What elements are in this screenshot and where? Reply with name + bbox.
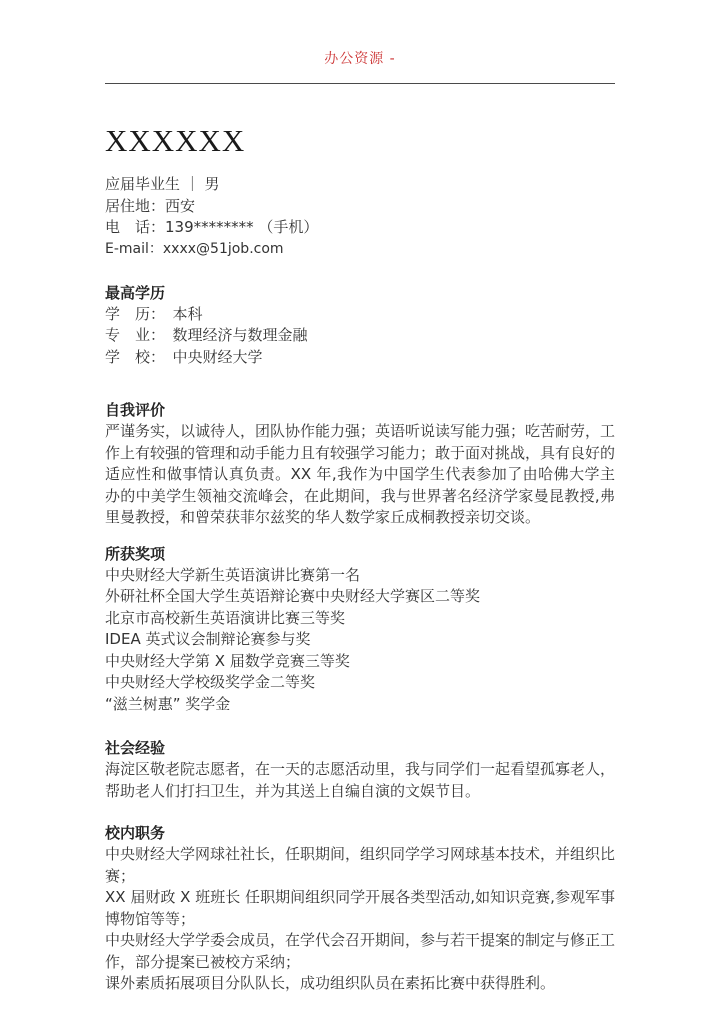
award-item: 中央财经大学新生英语演讲比赛第一名 bbox=[105, 565, 361, 584]
email-line: E-mail：xxxx@51job.com bbox=[105, 240, 284, 257]
social-experience-paragraph: 海淀区敬老院志愿者，在一天的志愿活动里，我与同学们一起看望孤寡老人，帮助老人们打扫卫生，并为其送上自编自演的文娱节目。 bbox=[105, 760, 616, 800]
education-degree-line: 学 历： 本科 bbox=[105, 304, 203, 323]
award-item: 外研社杯全国大学生英语辩论赛中央财经大学赛区二等奖 bbox=[105, 587, 481, 605]
campus-position-item: XX 届财政 X 班班长 任职期间组织同学开展各类型活动,如知识竞赛,参观军事博物馆等等； bbox=[105, 888, 615, 928]
resume-content bbox=[105, 124, 615, 995]
section-campus-positions bbox=[105, 822, 615, 995]
award-item: “滋兰树惠” 奖学金 bbox=[105, 694, 231, 713]
section-highest-education bbox=[105, 282, 615, 369]
education-school-line: 学 校： 中央财经大学 bbox=[105, 347, 263, 366]
status-gender-line: 应届毕业生 ｜ 男 bbox=[105, 175, 220, 193]
section-social-experience bbox=[105, 737, 615, 802]
candidate-name: XXXXXX bbox=[105, 123, 246, 158]
contact-block bbox=[105, 174, 615, 260]
award-item: 北京市高校新生英语演讲比赛三等奖 bbox=[105, 608, 346, 627]
self-evaluation-paragraph: 严谨务实，以诚待人，团队协作能力强；英语听说读写能力强；吃苦耐劳，工作上有较强的管理和动手能力且有较强学习能力；敢于面对挑战，具有良好的适应性和做事情认真负责。XX 年,我作为中国学生代表参加了由哈佛大学主办的中美学生领袖交流峰会，在此期间，我与世界著名经济学家曼昆教授,弗里曼教授，和曾荣获菲尔兹奖的华人数学家丘成桐教授亲切交谈。 bbox=[105, 422, 616, 526]
section-title-self-evaluation: 自我评价 bbox=[105, 401, 166, 419]
award-item: 中央财经大学第 X 届数学竞赛三等奖 bbox=[105, 651, 350, 670]
phone-line: 电 话：139******** （手机） bbox=[105, 218, 319, 236]
award-item: 中央财经大学校级奖学金二等奖 bbox=[105, 673, 316, 691]
section-self-evaluation bbox=[105, 399, 615, 529]
award-item: IDEA 英式议会制辩论赛参与奖 bbox=[105, 630, 311, 648]
residence-line: 居住地：西安 bbox=[105, 196, 196, 215]
header-divider bbox=[105, 83, 615, 84]
section-title-social-experience: 社会经验 bbox=[105, 739, 166, 757]
campus-position-item: 课外素质拓展项目分队队长，成功组织队员在素拓比赛中获得胜利。 bbox=[105, 974, 556, 992]
watermark-text: 办公资源 - bbox=[324, 51, 396, 67]
education-major-line: 专 业： 数理经济与数理金融 bbox=[105, 326, 308, 344]
section-title-campus-positions: 校内职务 bbox=[105, 824, 166, 842]
campus-position-item: 中央财经大学学委会成员，在学代会召开期间，参与若干提案的制定与修正工作，部分提案已被校方采纳； bbox=[105, 931, 616, 971]
section-title-awards: 所获奖项 bbox=[105, 544, 166, 563]
section-awards bbox=[105, 543, 615, 716]
section-title-education: 最高学历 bbox=[105, 283, 166, 302]
campus-position-item: 中央财经大学网球社社长，任职期间，组织同学学习网球基本技术，并组织比赛； bbox=[105, 845, 616, 885]
